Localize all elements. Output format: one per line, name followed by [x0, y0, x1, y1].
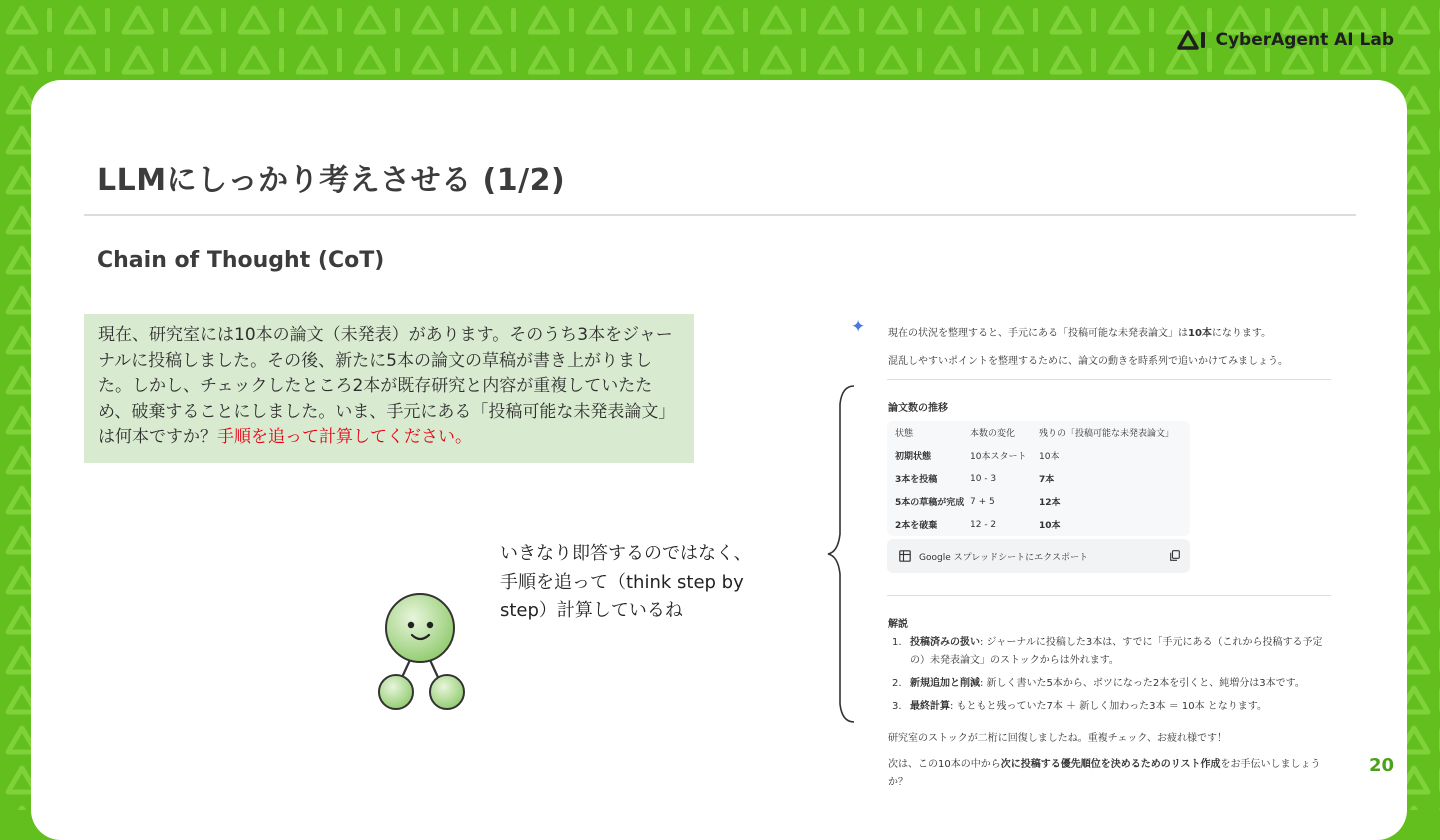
table-cell: 12 - 2 [970, 519, 997, 530]
table-cell: 5本の草稿が完成 [895, 498, 965, 508]
sparkle-icon: ✦ [851, 317, 866, 337]
table-cell: 7 + 5 [970, 496, 995, 507]
brace-icon [826, 384, 856, 724]
table-heading: 論文数の推移 [888, 403, 948, 414]
table-cell: 10本スタート [970, 452, 1027, 462]
closing-text: 研究室のストックが二桁に回復しましたね。重複チェック、お疲れ様です！ [888, 733, 1227, 744]
table-cell: 3本を投稿 [895, 475, 938, 485]
answer-divider [887, 595, 1331, 596]
prompt-highlight: 手順を追って計算してください。 [217, 427, 472, 447]
table-header: 本数の変化 [970, 429, 1016, 439]
answer-intro: 現在の状況を整理すると、手元にある「投稿可能な未発表論文」は10本になります。 [888, 328, 1272, 339]
table-cell: 初期状態 [895, 452, 932, 462]
title-divider [84, 214, 1356, 216]
comment-line-2: 手順を追って（think step by [500, 571, 744, 593]
table-header: 状態 [895, 429, 914, 439]
prompt-text: 現在、研究室には10本の論文（未発表）があります。そのうち3本をジャーナルに投稿しました。その後、新たに5本の論文の草稿が書き上がりました。しかし、チェックしたところ2本が既存研究と内容が重複していたため、破棄することにしました。いま、手元にある「投稿可能な未発表論文」は何本ですか？ [98, 325, 676, 447]
speech-comment [500, 540, 790, 626]
cyberagent-logo-icon [1177, 30, 1207, 50]
copy-icon[interactable] [1170, 550, 1180, 561]
answer-intro-2: 混乱しやすいポイントを整理するために、論文の動きを時系列で追いかけてみましょう。 [888, 356, 1288, 367]
table-cell: 10 - 3 [970, 473, 997, 484]
brand-name: CyberAgent AI Lab [1215, 30, 1394, 50]
table-cell: 12本 [1039, 498, 1061, 508]
table-cell: 10本 [1039, 452, 1060, 462]
slide-subtitle: Chain of Thought (CoT) [97, 248, 385, 273]
paper-count-table [887, 421, 1190, 536]
prompt-box [84, 314, 694, 463]
table-cell: 2本を破棄 [895, 521, 938, 531]
answer-divider [887, 379, 1331, 380]
table-cell: 10本 [1039, 521, 1061, 531]
table-header: 残りの「投稿可能な未発表論文」 [1039, 429, 1175, 439]
page-number: 20 [1368, 755, 1394, 776]
slide-title: LLMにしっかり考えさせる (1/2) [97, 163, 566, 198]
table-row [887, 490, 1190, 513]
brand-logo [1177, 30, 1394, 50]
table-cell: 7本 [1039, 475, 1055, 485]
comment-line-3: step）計算しているね [500, 600, 683, 621]
export-to-sheets-button[interactable]: Google スプレッドシートにエクスポート [919, 552, 1089, 563]
explain-heading: 解説 [888, 619, 908, 630]
comment-line-1: いきなり即答するのではなく、 [500, 543, 752, 564]
spreadsheet-icon [899, 550, 911, 562]
closing-question: 次は、この10本の中から次に投稿する優先順位を決めるためのリスト作成をお手伝いしましょうか？ [888, 759, 1321, 788]
table-row [887, 513, 1190, 536]
table-header-row [887, 421, 1190, 444]
table-row [887, 467, 1190, 490]
export-bar [887, 539, 1190, 573]
table-row [887, 444, 1190, 467]
robot-character-icon [372, 590, 472, 715]
